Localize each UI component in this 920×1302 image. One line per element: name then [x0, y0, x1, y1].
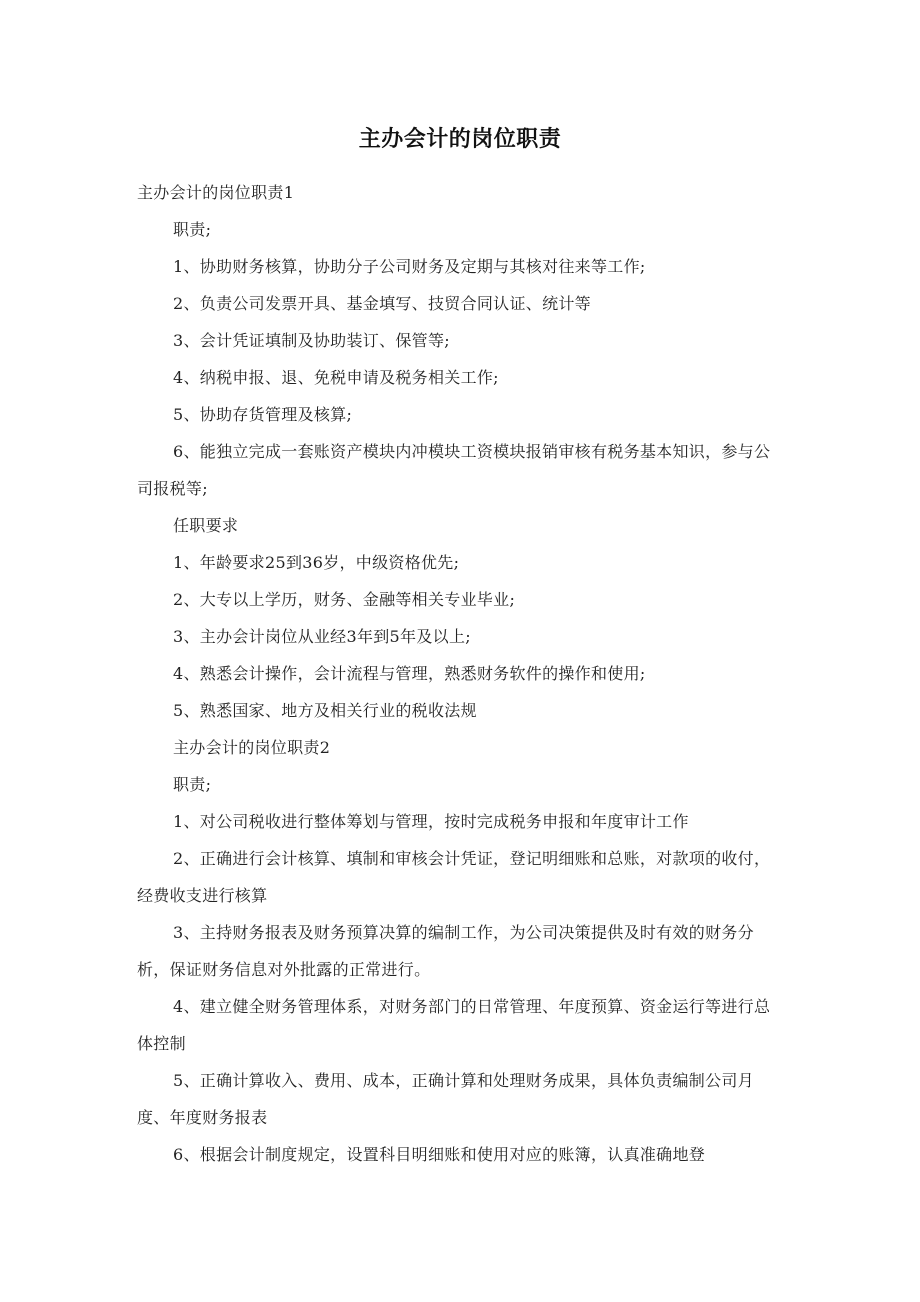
requirement-2: 2、大专以上学历，财务、金融等相关专业毕业; [173, 590, 516, 609]
document-body [137, 174, 777, 1173]
duty-1-6: 6、能独立完成一套账资产模块内冲模块工资模块报销审核有税务基本知识，参与公司报税等; [137, 442, 771, 498]
duty-1-1: 1、协助财务核算，协助分子公司财务及定期与其核对往来等工作; [173, 257, 646, 276]
subheading-requirements: 任职要求 [173, 516, 239, 535]
duty-2-1: 1、对公司税收进行整体筹划与管理，按时完成税务申报和年度审计工作 [173, 812, 689, 831]
duty-2-3: 3、主持财务报表及财务预算决算的编制工作，为公司决策提供及时有效的财务分析，保证财务信息对外批露的正常进行。 [137, 923, 754, 979]
document-title: 主办会计的岗位职责 [358, 127, 562, 152]
section-heading-1: 主办会计的岗位职责1 [137, 183, 295, 202]
subheading-duties-1: 职责; [173, 220, 212, 239]
duty-2-2: 2、正确进行会计核算、填制和审核会计凭证，登记明细账和总账，对款项的收付，经费收支进行核算 [137, 849, 771, 905]
duty-1-2: 2、负责公司发票开具、基金填写、技贸合同认证、统计等 [173, 294, 591, 313]
duty-1-4: 4、纳税申报、退、免税申请及税务相关工作; [173, 368, 499, 387]
duty-2-6: 6、根据会计制度规定，设置科目明细账和使用对应的账簿，认真准确地登 [173, 1145, 706, 1164]
duty-1-3: 3、会计凭证填制及协助装订、保管等; [173, 331, 450, 350]
requirement-4: 4、熟悉会计操作，会计流程与管理，熟悉财务软件的操作和使用; [173, 664, 646, 683]
duty-1-5: 5、协助存货管理及核算; [173, 405, 353, 424]
requirement-1: 1、年龄要求25到36岁，中级资格优先; [173, 553, 460, 572]
subheading-duties-2: 职责; [173, 775, 212, 794]
section-heading-2: 主办会计的岗位职责2 [173, 738, 331, 757]
duty-2-5: 5、正确计算收入、费用、成本，正确计算和处理财务成果，具体负责编制公司月度、年度财务报表 [137, 1071, 754, 1127]
duty-2-4: 4、建立健全财务管理体系，对财务部门的日常管理、年度预算、资金运行等进行总体控制 [137, 997, 771, 1053]
requirement-3: 3、主办会计岗位从业经3年到5年及以上; [173, 627, 471, 646]
requirement-5: 5、熟悉国家、地方及相关行业的税收法规 [173, 701, 477, 720]
